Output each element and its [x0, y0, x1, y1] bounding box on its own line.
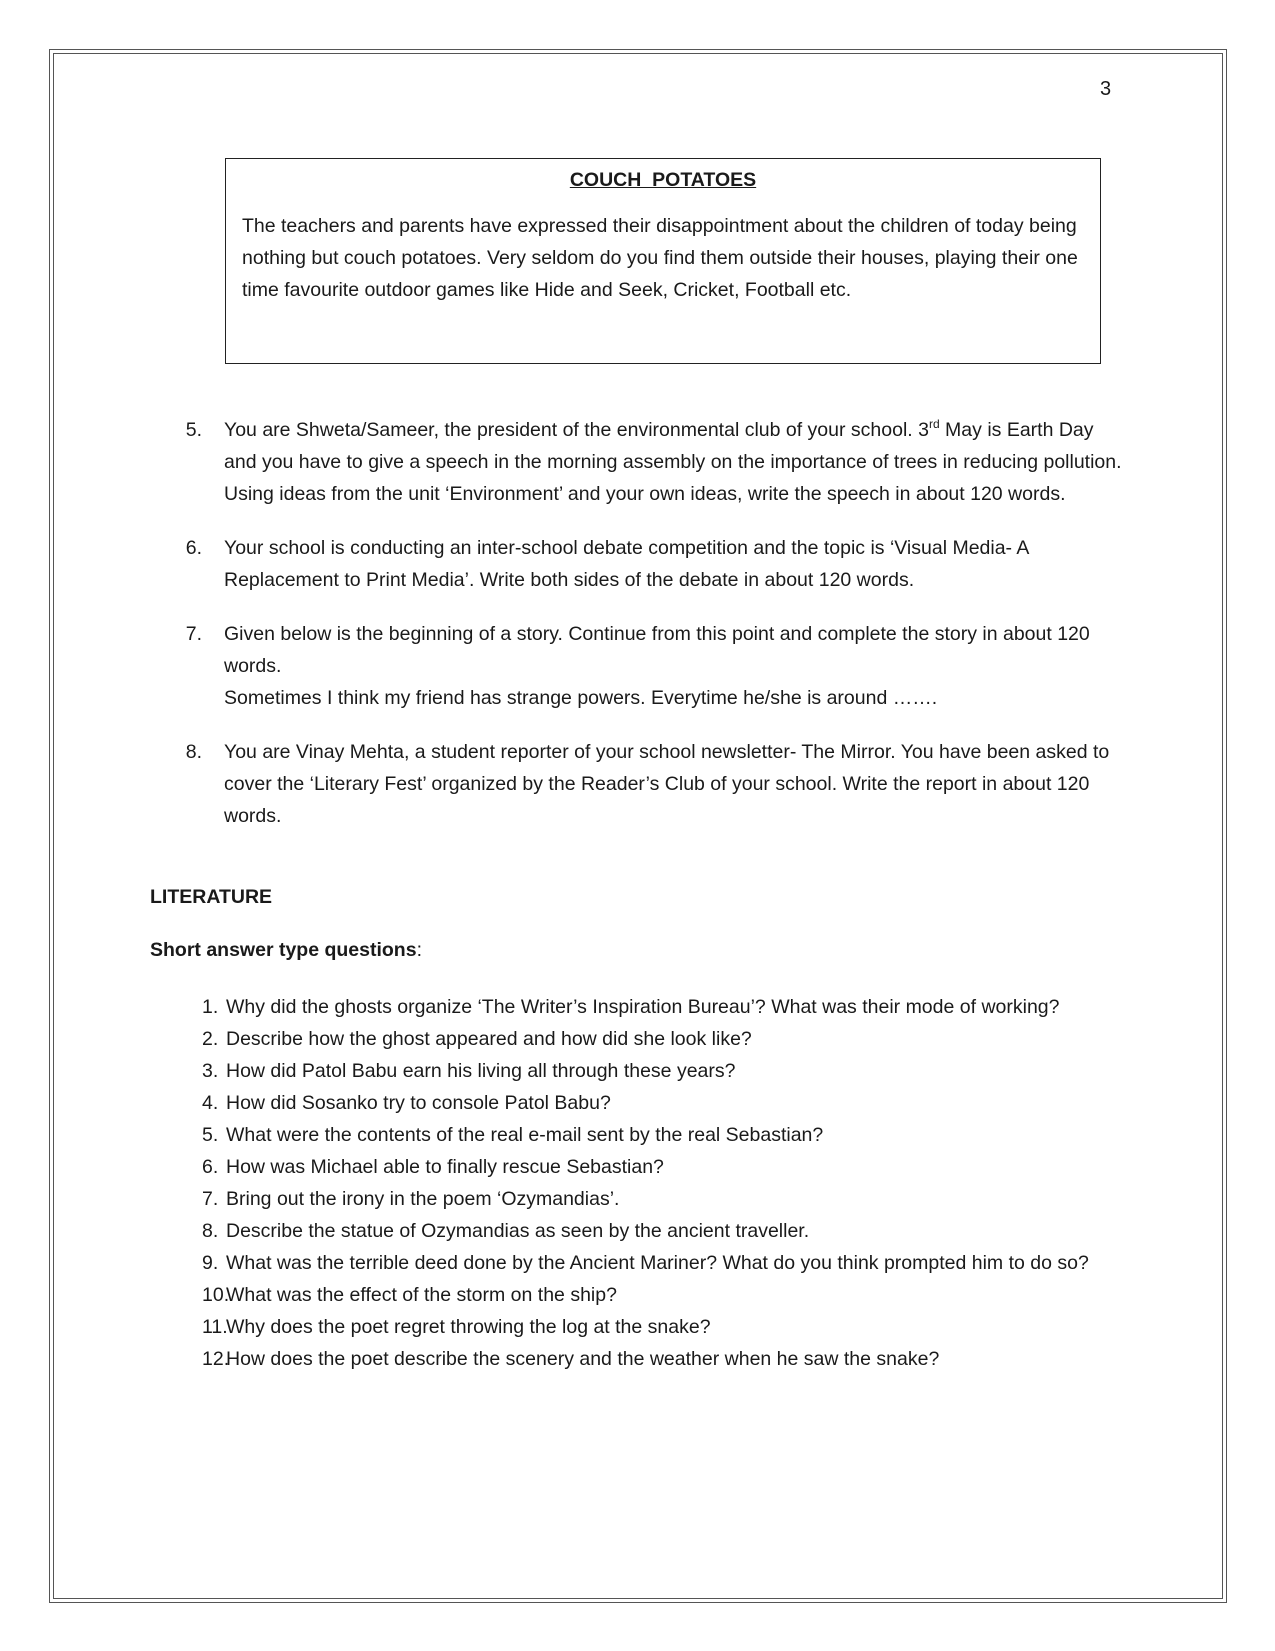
question-number: 10. — [202, 1284, 230, 1306]
question-text: How does the poet describe the scenery and the weather when he saw the snake? — [226, 1348, 940, 1370]
question-number: 6. — [185, 537, 202, 559]
list-item — [150, 414, 1130, 510]
list-item — [150, 532, 1130, 596]
question-text: How was Michael able to finally rescue Sebastian? — [226, 1156, 664, 1178]
question-text-part: Given below is the beginning of a story. Continue from this point and complete the story in about 120 words. — [224, 623, 1090, 677]
question-text: How did Patol Babu earn his living all through these years? — [226, 1060, 736, 1082]
question-text: Describe the statue of Ozymandias as seen by the ancient traveller. — [226, 1220, 810, 1242]
question-text: Bring out the irony in the poem ‘Ozymandias’. — [226, 1188, 620, 1210]
question-text: Describe how the ghost appeared and how did she look like? — [226, 1028, 752, 1050]
list-item — [150, 1343, 1130, 1375]
question-number: 1. — [202, 996, 219, 1018]
question-text: How did Sosanko try to console Patol Babu? — [226, 1092, 611, 1114]
question-text — [224, 414, 1130, 510]
page-number: 3 — [1100, 78, 1112, 100]
question-text-part: May is Earth Day and you have to give a speech in the morning assembly on the importance of trees in reducing pollution. Using ideas from the unit ‘Environment’ and your own ideas, write the speech in about 120 words. — [224, 419, 1122, 505]
list-item — [150, 991, 1130, 1023]
question-number: 11. — [202, 1316, 228, 1338]
question-number: 3. — [202, 1060, 219, 1082]
question-number: 7. — [202, 1188, 219, 1210]
question-text: What were the contents of the real e-mail sent by the real Sebastian? — [226, 1124, 824, 1146]
list-item — [150, 1119, 1130, 1151]
question-number: 5. — [185, 419, 202, 441]
question-number: 5. — [202, 1124, 219, 1146]
list-item — [150, 1247, 1130, 1279]
question-number: 6. — [202, 1156, 219, 1178]
list-item — [150, 1215, 1130, 1247]
question-number: 9. — [202, 1252, 219, 1274]
question-text-part: You are Shweta/Sameer, the president of the environmental club of your school. 3 — [224, 419, 929, 441]
notice-title: COUCH POTATOES — [569, 169, 757, 191]
sub-heading-colon: : — [416, 939, 422, 961]
notice-box — [225, 158, 1101, 364]
sub-heading-label: Short answer type questions — [150, 939, 417, 961]
list-item — [150, 1023, 1130, 1055]
ordinal-suffix: rd — [928, 417, 940, 431]
list-item — [150, 1151, 1130, 1183]
question-number: 12. — [202, 1348, 230, 1370]
question-text: You are Vinay Mehta, a student reporter of your school newsletter- The Mirror. You have been asked to cover the ‘Literary Fest’ organized by the Reader’s Club of your school. Write the report in about 120 words. — [224, 741, 1110, 827]
sub-heading — [150, 939, 422, 962]
question-text — [224, 618, 1130, 714]
list-item — [150, 1087, 1130, 1119]
list-item — [150, 618, 1130, 714]
question-number: 2. — [202, 1028, 219, 1050]
question-text: What was the terrible deed done by the Ancient Mariner? What do you think prompted him to do so? — [226, 1252, 1089, 1274]
list-item — [150, 1183, 1130, 1215]
question-text: Your school is conducting an inter-school debate competition and the topic is ‘Visual Media- A Replacement to Print Media’. Write both sides of the debate in about 120 words. — [224, 537, 1029, 591]
list-item — [150, 1311, 1130, 1343]
question-number: 7. — [185, 623, 202, 645]
list-item — [150, 1055, 1130, 1087]
question-text: Why does the poet regret throwing the log at the snake? — [226, 1316, 711, 1338]
section-heading-literature: LITERATURE — [150, 886, 273, 908]
notice-body: The teachers and parents have expressed their disappointment about the children of today being nothing but couch potatoes. Very seldom do you find them outside their houses, playing their one time favourite outdoor games like Hide and Seek, Cricket, Football etc. — [242, 215, 1078, 301]
list-item — [150, 1279, 1130, 1311]
literature-questions-list — [150, 991, 1130, 1375]
list-item — [150, 736, 1130, 832]
question-text: What was the effect of the storm on the ship? — [226, 1284, 617, 1306]
question-number: 4. — [202, 1092, 219, 1114]
question-number: 8. — [185, 741, 202, 763]
story-prompt: Sometimes I think my friend has strange powers. Everytime he/she is around ……. — [224, 687, 938, 709]
question-number: 8. — [202, 1220, 219, 1242]
question-text: Why did the ghosts organize ‘The Writer’s Inspiration Bureau’? What was their mode of working? — [226, 996, 1060, 1018]
writing-questions-list — [150, 414, 1130, 854]
